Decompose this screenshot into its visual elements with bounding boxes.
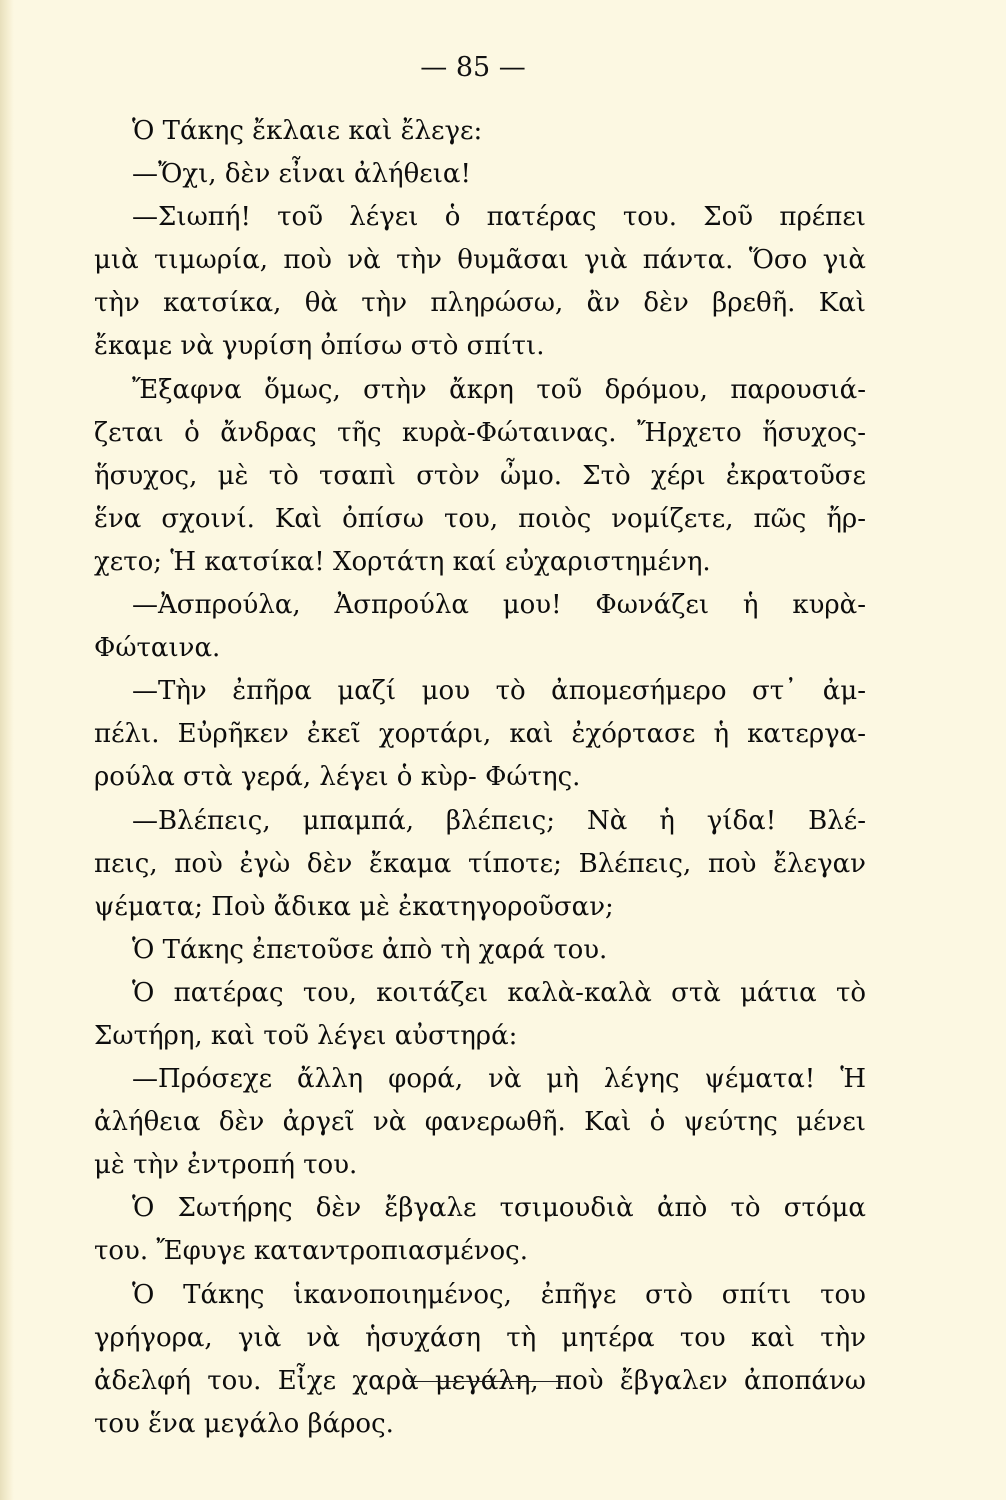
text-line: ζεται ὁ ἄνδρας τῆς κυρὰ-Φώταινας. Ἤρχετο ἥσυχος- [94, 417, 866, 448]
text-line: πεις, ποὺ ἐγὼ δὲν ἔκαμα τίποτε; Βλέπεις, ποὺ ἔλεγαν [94, 848, 866, 879]
text-line: ἀδελφή του. Εἶχε χαρὰ μεγάλη, ποὺ ἔβγαλεν ἀποπάνω [94, 1365, 866, 1396]
text-line: ἔκαμε νὰ γυρίση ὀπίσω στὸ σπίτι. [94, 331, 545, 362]
text-line: ψέματα; Ποὺ ἄδικα μὲ ἐκατηγοροῦσαν; [94, 891, 614, 922]
text-line: πέλι. Εὐρῆκεν ἐκεῖ χορτάρι, καὶ ἐχόρτασε ἡ κατεργα- [94, 719, 866, 750]
page-number: — 85 — [420, 52, 526, 83]
text-line: γρήγορα, γιὰ νὰ ἡσυχάση τὴ μητέρα του καὶ τὴν [94, 1322, 866, 1353]
text-line: Ὁ Σωτήρης δὲν ἔβγαλε τσιμουδιὰ ἀπὸ τὸ στόμα [132, 1193, 866, 1224]
body-text [94, 110, 866, 1446]
text-line: —Σιωπή! τοῦ λέγει ὁ πατέρας του. Σοῦ πρέπει [132, 202, 866, 233]
text-line: —Πρόσεχε ἄλλη φορά, νὰ μὴ λέγης ψέματα! Ἡ [132, 1064, 866, 1095]
text-line: —Τὴν ἐπῆρα μαζί μου τὸ ἀπομεσήμερο στ᾽ ἀμ- [132, 676, 866, 707]
text-line: Ἔξαφνα ὅμως, στὴν ἄκρη τοῦ δρόμου, παρουσιά- [132, 374, 866, 405]
closing-rule [410, 1381, 564, 1382]
text-line: του. Ἔφυγε καταντροπιασμένος. [94, 1236, 528, 1267]
text-line: τὴν κατσίκα, θὰ τὴν πληρώσω, ἂν δὲν βρεθῆ. Καὶ [94, 288, 866, 319]
text-line: Φώταινα. [94, 633, 221, 664]
text-line: Ὁ Τάκης ἔκλαιε καὶ ἔλεγε: [132, 116, 483, 146]
text-line: ρούλα στὰ γερά, λέγει ὁ κὺρ- Φώτης. [94, 762, 581, 793]
text-line: μιὰ τιμωρία, ποὺ νὰ τὴν θυμᾶσαι γιὰ πάντα. Ὅσο γιὰ [94, 245, 866, 276]
text-line: του ἕνα μεγάλο βάρος. [94, 1408, 394, 1439]
text-line: ἀλήθεια δὲν ἀργεῖ νὰ φανερωθῆ. Καὶ ὁ ψεύτης μένει [94, 1107, 866, 1138]
text-line: Ὁ πατέρας του, κοιτάζει καλὰ-καλὰ στὰ μάτια τὸ [132, 977, 866, 1008]
text-line: ἥσυχος, μὲ τὸ τσαπὶ στὸν ὦμο. Στὸ χέρι ἐκρατοῦσε [94, 460, 866, 491]
text-line: Σωτήρη, καὶ τοῦ λέγει αὐστηρά: [94, 1020, 518, 1051]
text-line: Ὁ Τάκης ἐπετοῦσε ἀπὸ τὴ χαρά του. [132, 934, 608, 965]
text-line: —Ἀσπρούλα, Ἀσπρούλα μου! Φωνάζει ἡ κυρὰ- [132, 590, 866, 621]
text-line: χετο; Ἡ κατσίκα! Χορτάτη καί εὐχαριστημένη. [94, 546, 711, 577]
text-line: —Ὄχι, δὲν εἶναι ἀλήθεια! [132, 159, 471, 190]
text-line: Ὁ Τάκης ἱκανοποιημένος, ἐπῆγε στὸ σπίτι του [132, 1279, 866, 1310]
text-line: ἕνα σχοινί. Καὶ ὀπίσω του, ποιὸς νομίζετε, πῶς ἤρ- [94, 503, 866, 534]
text-line: —Βλέπεις, μπαμπά, βλέπεις; Νὰ ἡ γίδα! Βλέ- [132, 805, 866, 836]
page-binding-edge [0, 0, 14, 1500]
text-line: μὲ τὴν ἐντροπή του. [94, 1150, 358, 1181]
